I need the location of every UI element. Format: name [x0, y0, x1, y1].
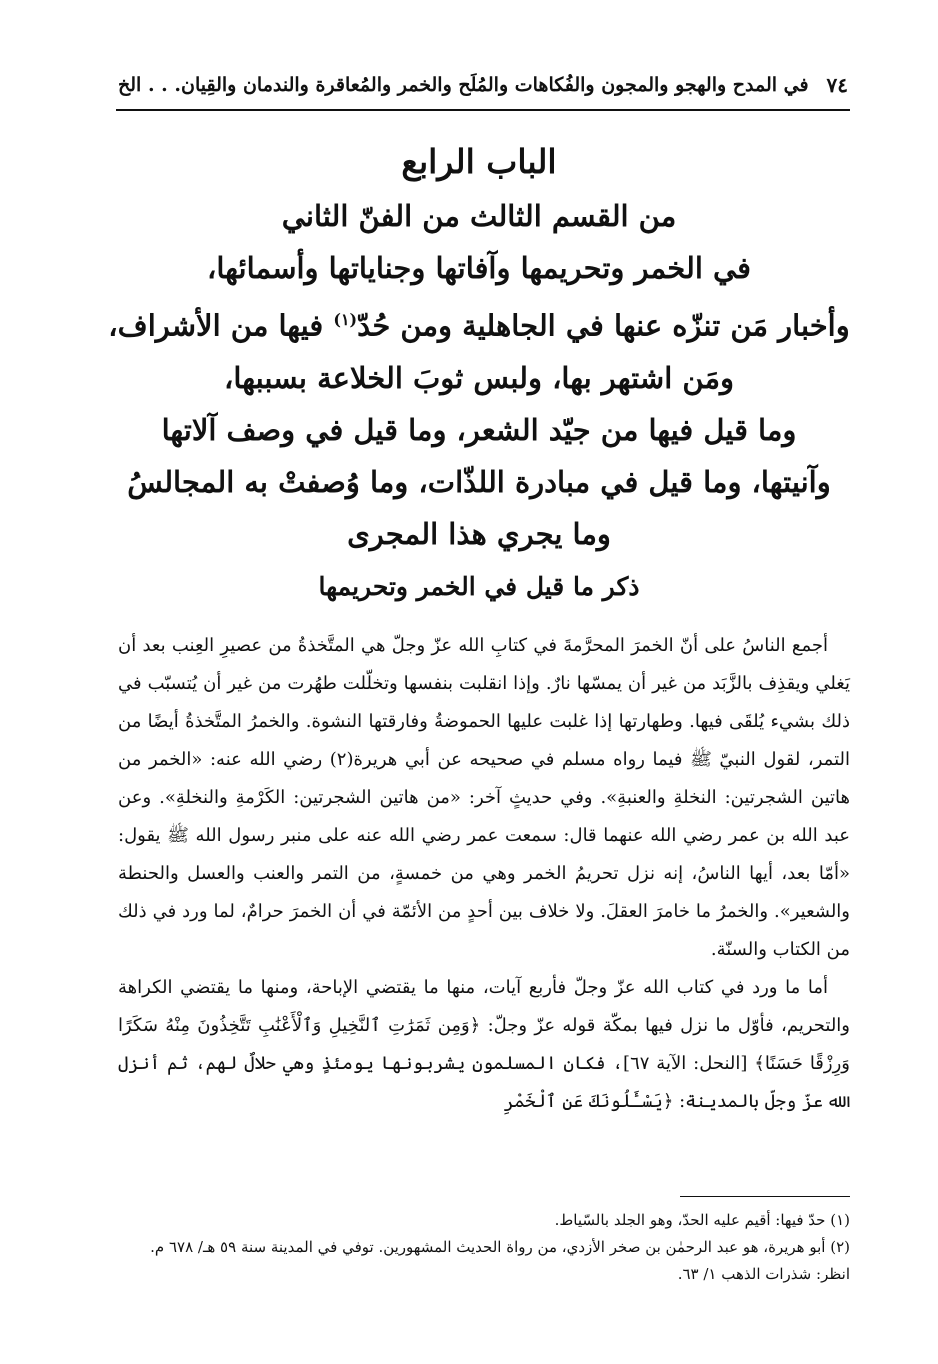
chapter-subtitle-line-1: من القسم الثالث من الفنّ الثاني: [281, 199, 677, 233]
chapter-line-3-start: وأخبار مَن تنزّه عنها في الجاهلية ومن حُدّ: [357, 308, 850, 343]
chapter-subtitle-line-3: [100, 294, 858, 352]
chapter-heading: [100, 134, 858, 560]
running-title: في المدح والهجو والمجون والفُكاهات والمُلَح والخمر والمُعاقرة والندمان والقِيان. . . الخ: [118, 74, 809, 96]
running-header: [118, 70, 848, 100]
chapter-title: الباب الرابع: [401, 142, 557, 181]
footnote-ref-1: (١): [333, 310, 358, 329]
chapter-line-3-end: فيها من الأشراف،: [108, 308, 334, 343]
body-paragraph-2: أما ما ورد في كتاب الله عزّ وجلّ فأربع آيات، منها ما يقتضي الإباحة، ومنها ما يقتضي الكراهة والتحريم، فأوّل ما نزل فيها بمكّة قوله عزّ وجلّ: ﴿وَمِن ثَمَرَٰتِ ٱلنَّخِيلِ وَٱلْأَعْنَٰبِ تَتَّخِذُونَ مِنْهُ سَكَرًا وَرِزْقًا حَسَنًا﴾ [النحل: الآية ٦٧]، فكان المسلمون يشربونها يومئذٍ وهي حلالٌ لهم، ثم أنزل الله عزّ وجلّ بالمدينة: ﴿يَسْـَٔلُونَكَ عَنِ ٱلْخَمْرِ: [118, 977, 850, 1112]
chapter-subtitle-line-2: في الخمر وتحريمها وآفاتها وجناياتها وأسمائها،: [206, 251, 752, 285]
chapter-subtitle-line-4: ومَن اشتهر بها، ولبس ثوبَ الخلاعة بسببها،: [224, 360, 734, 395]
footnote-divider: [680, 1196, 850, 1197]
chapter-subtitle-line-6: وآنيتها، وما قيل في مبادرة اللذّات، وما وُصفتْ به المجالسُ: [127, 464, 831, 499]
body-text: [118, 627, 850, 1121]
footnote-1: (١) حدّ فيها: أقيم عليه الحدّ، وهو الجلد بالسّياط.: [554, 1211, 850, 1229]
section-heading: ذكر ما قيل في الخمر وتحريمها: [318, 572, 640, 601]
footnote-2: (٢) أبو هريرة، هو عبد الرحمٰن بن صخر الأزدي، من رواة الحديث المشهورين. توفي في المدينة سنة ٥٩ هـ/ ٦٧٨ م. انظر: شذرات الذهب ١/ ٦٣.: [150, 1238, 850, 1283]
header-divider: [116, 109, 850, 111]
body-paragraph-1: أجمع الناسُ على أنّ الخمرَ المحرَّمةَ في كتابِ الله عزّ وجلّ هي المتَّخذةُ من عصيرِ العِنب بعد أن يَغلي ويقذِف بالزَّبَد من غير أن يمسّها نارٌ. وإذا انقلبت بنفسها وتخلّلت طهُرت من غير أن يُتسبّب في ذلك بشيء يُلقَى فيها. وطهارتها إذا غلبت عليها الحموضةُ وفارقتها النشوة. والخمرُ المتَّخذةُ أيضًا من التمر، لقول النبيّ ﷺ فيما رواه مسلم في صحيحه عن أبي هريرة(٢) رضي الله عنه: «الخمر من هاتين الشجرتين: النخلةِ والعنبةِ». وفي حديثٍ آخر: «من هاتين الشجرتين: الكَرْمةِ والنخلةِ». وعن عبد الله بن عمر رضي الله عنهما قال: سمعت عمر رضي الله عنه على منبر رسول الله ﷺ يقول: «أمّا بعد، أيها الناسُ، إنه نزل تحريمُ الخمر وهي من خمسةٍ، من التمر والعنب والعسل والحنطة والشعير». والخمرُ ما خامرَ العقلَ. ولا خلاف بين أحدٍ من الأئمّة في أن الخمرَ حرامٌ، لما ورد في ذلك من الكتاب والسنّة.: [118, 635, 850, 960]
chapter-subtitle-line-5: وما قيل فيها من جيّد الشعر، وما قيل في وصف آلاتها: [161, 412, 797, 447]
chapter-subtitle-line-7: وما يجري هذا المجرى: [347, 516, 611, 551]
footnotes: [118, 1207, 850, 1288]
page-number: ٧٤: [826, 73, 848, 97]
